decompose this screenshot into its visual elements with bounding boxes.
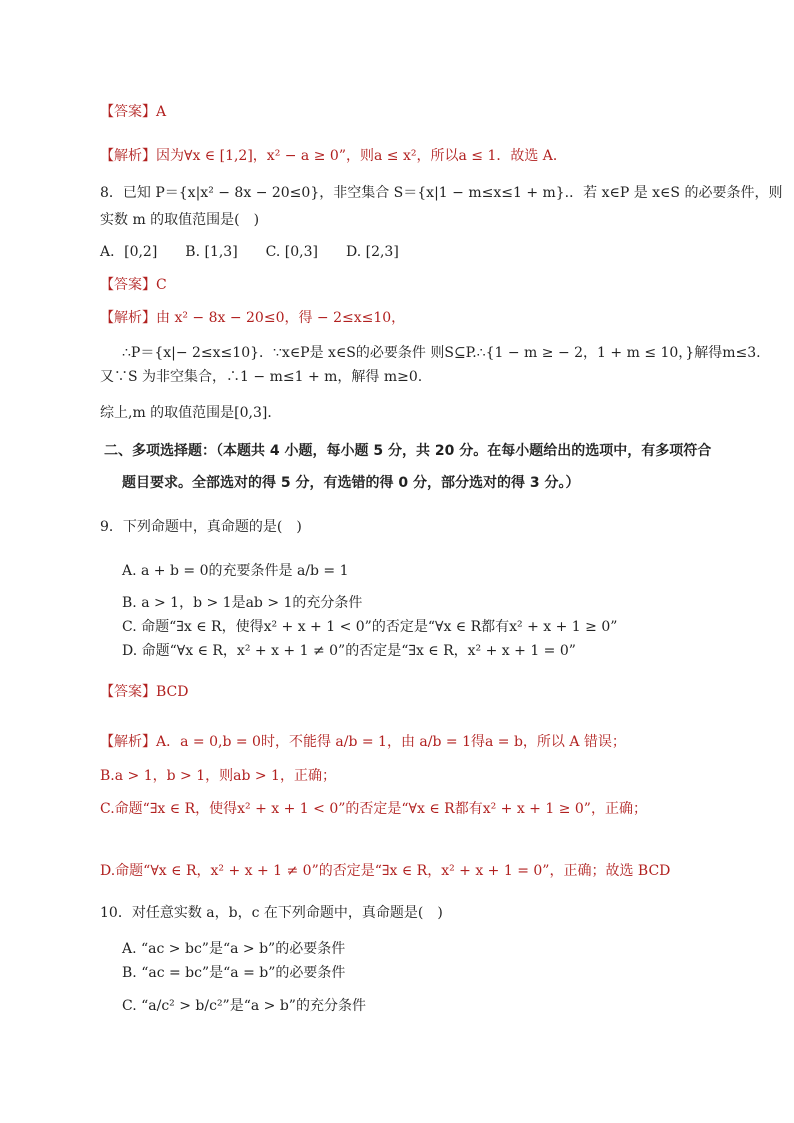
text-line-ans7: 【答案】A	[100, 104, 167, 120]
text-line-q8a: 8．已知 P＝{x|x² − 8x − 20≤0}，非空集合 S＝{x|1 − m≤x≤1 + m}.．若 x∈P 是 x∈S 的必要条件，则	[100, 185, 783, 201]
text-line-exp8c: 又∵S 为非空集合，∴1 − m≤1 + m，解得 m≥0.	[100, 369, 423, 385]
text-line-q9C: C. 命题“∃x ∈ R，使得x² + x + 1 < 0”的否定是“∀x ∈ R都有x² + x + 1 ≥ 0”	[122, 619, 618, 635]
text-line-exp7: 【解析】因为∀x ∈ [1,2]，x² − a ≥ 0”，则a ≤ x²，所以a ≤ 1．故选 A．	[100, 148, 567, 164]
text-line-exp9C: C.命题“∃x ∈ R，使得x² + x + 1 < 0”的否定是“∀x ∈ R都有x² + x + 1 ≥ 0”，正确；	[100, 801, 647, 817]
text-line-exp8d: 综上,m 的取值范围是[0,3]．	[100, 405, 282, 421]
text-line-q10C: C. “a/c² > b/c²”是“a > b”的充分条件	[122, 998, 366, 1014]
text-line-exp9B: B.a > 1，b > 1，则ab > 1，正确；	[100, 768, 336, 784]
text-line-q9B: B. a > 1，b > 1是ab > 1的充分条件	[122, 595, 363, 611]
text-line-sec2b: 题目要求。全部选对的得 5 分，有选错的得 0 分，部分选对的得 3 分。）	[122, 475, 580, 491]
text-line-q9A: A. a + b = 0的充要条件是 a/b = 1	[122, 563, 349, 579]
text-line-exp9A: 【解析】A．a = 0,b = 0时，不能得 a/b = 1，由 a/b = 1得a = b，所以 A 错误；	[100, 734, 626, 750]
text-line-sec2a: 二、多项选择题：（本题共 4 小题，每小题 5 分，共 20 分。在每小题给出的选项中，有多项符合	[104, 443, 712, 459]
text-line-ans8: 【答案】C	[100, 277, 167, 293]
text-line-exp9D: D.命题“∀x ∈ R，x² + x + 1 ≠ 0”的否定是“∃x ∈ R，x² + x + 1 = 0”，正确；故选 BCD	[100, 863, 671, 879]
text-line-q10: 10．对任意实数 a，b，c 在下列命题中，真命题是( )	[100, 905, 443, 921]
text-line-exp8a: 【解析】由 x² − 8x − 20≤0，得 − 2≤x≤10，	[100, 310, 406, 326]
text-line-q9D: D. 命题“∀x ∈ R，x² + x + 1 ≠ 0”的否定是“∃x ∈ R，x² + x + 1 = 0”	[122, 643, 576, 659]
text-line-q8opts: A．[0,2] B. [1,3] C. [0,3] D. [2,3]	[100, 244, 399, 260]
text-line-q10B: B. “ac = bc”是“a = b”的必要条件	[122, 965, 346, 981]
text-line-exp8b: ∴P＝{x|− 2≤x≤10}．∵x∈P是 x∈S的必要条件 则S⊆P.∴{1 − m ≥ − 2，1 + m ≤ 10，}解得m≤3.	[122, 345, 761, 361]
text-line-ans9: 【答案】BCD	[100, 684, 189, 700]
text-line-q8b: 实数 m 的取值范围是( )	[100, 212, 260, 228]
text-line-q9: 9．下列命题中，真命题的是( )	[100, 519, 302, 535]
text-line-q10A: A. “ac > bc”是“a > b”的必要条件	[122, 941, 346, 957]
